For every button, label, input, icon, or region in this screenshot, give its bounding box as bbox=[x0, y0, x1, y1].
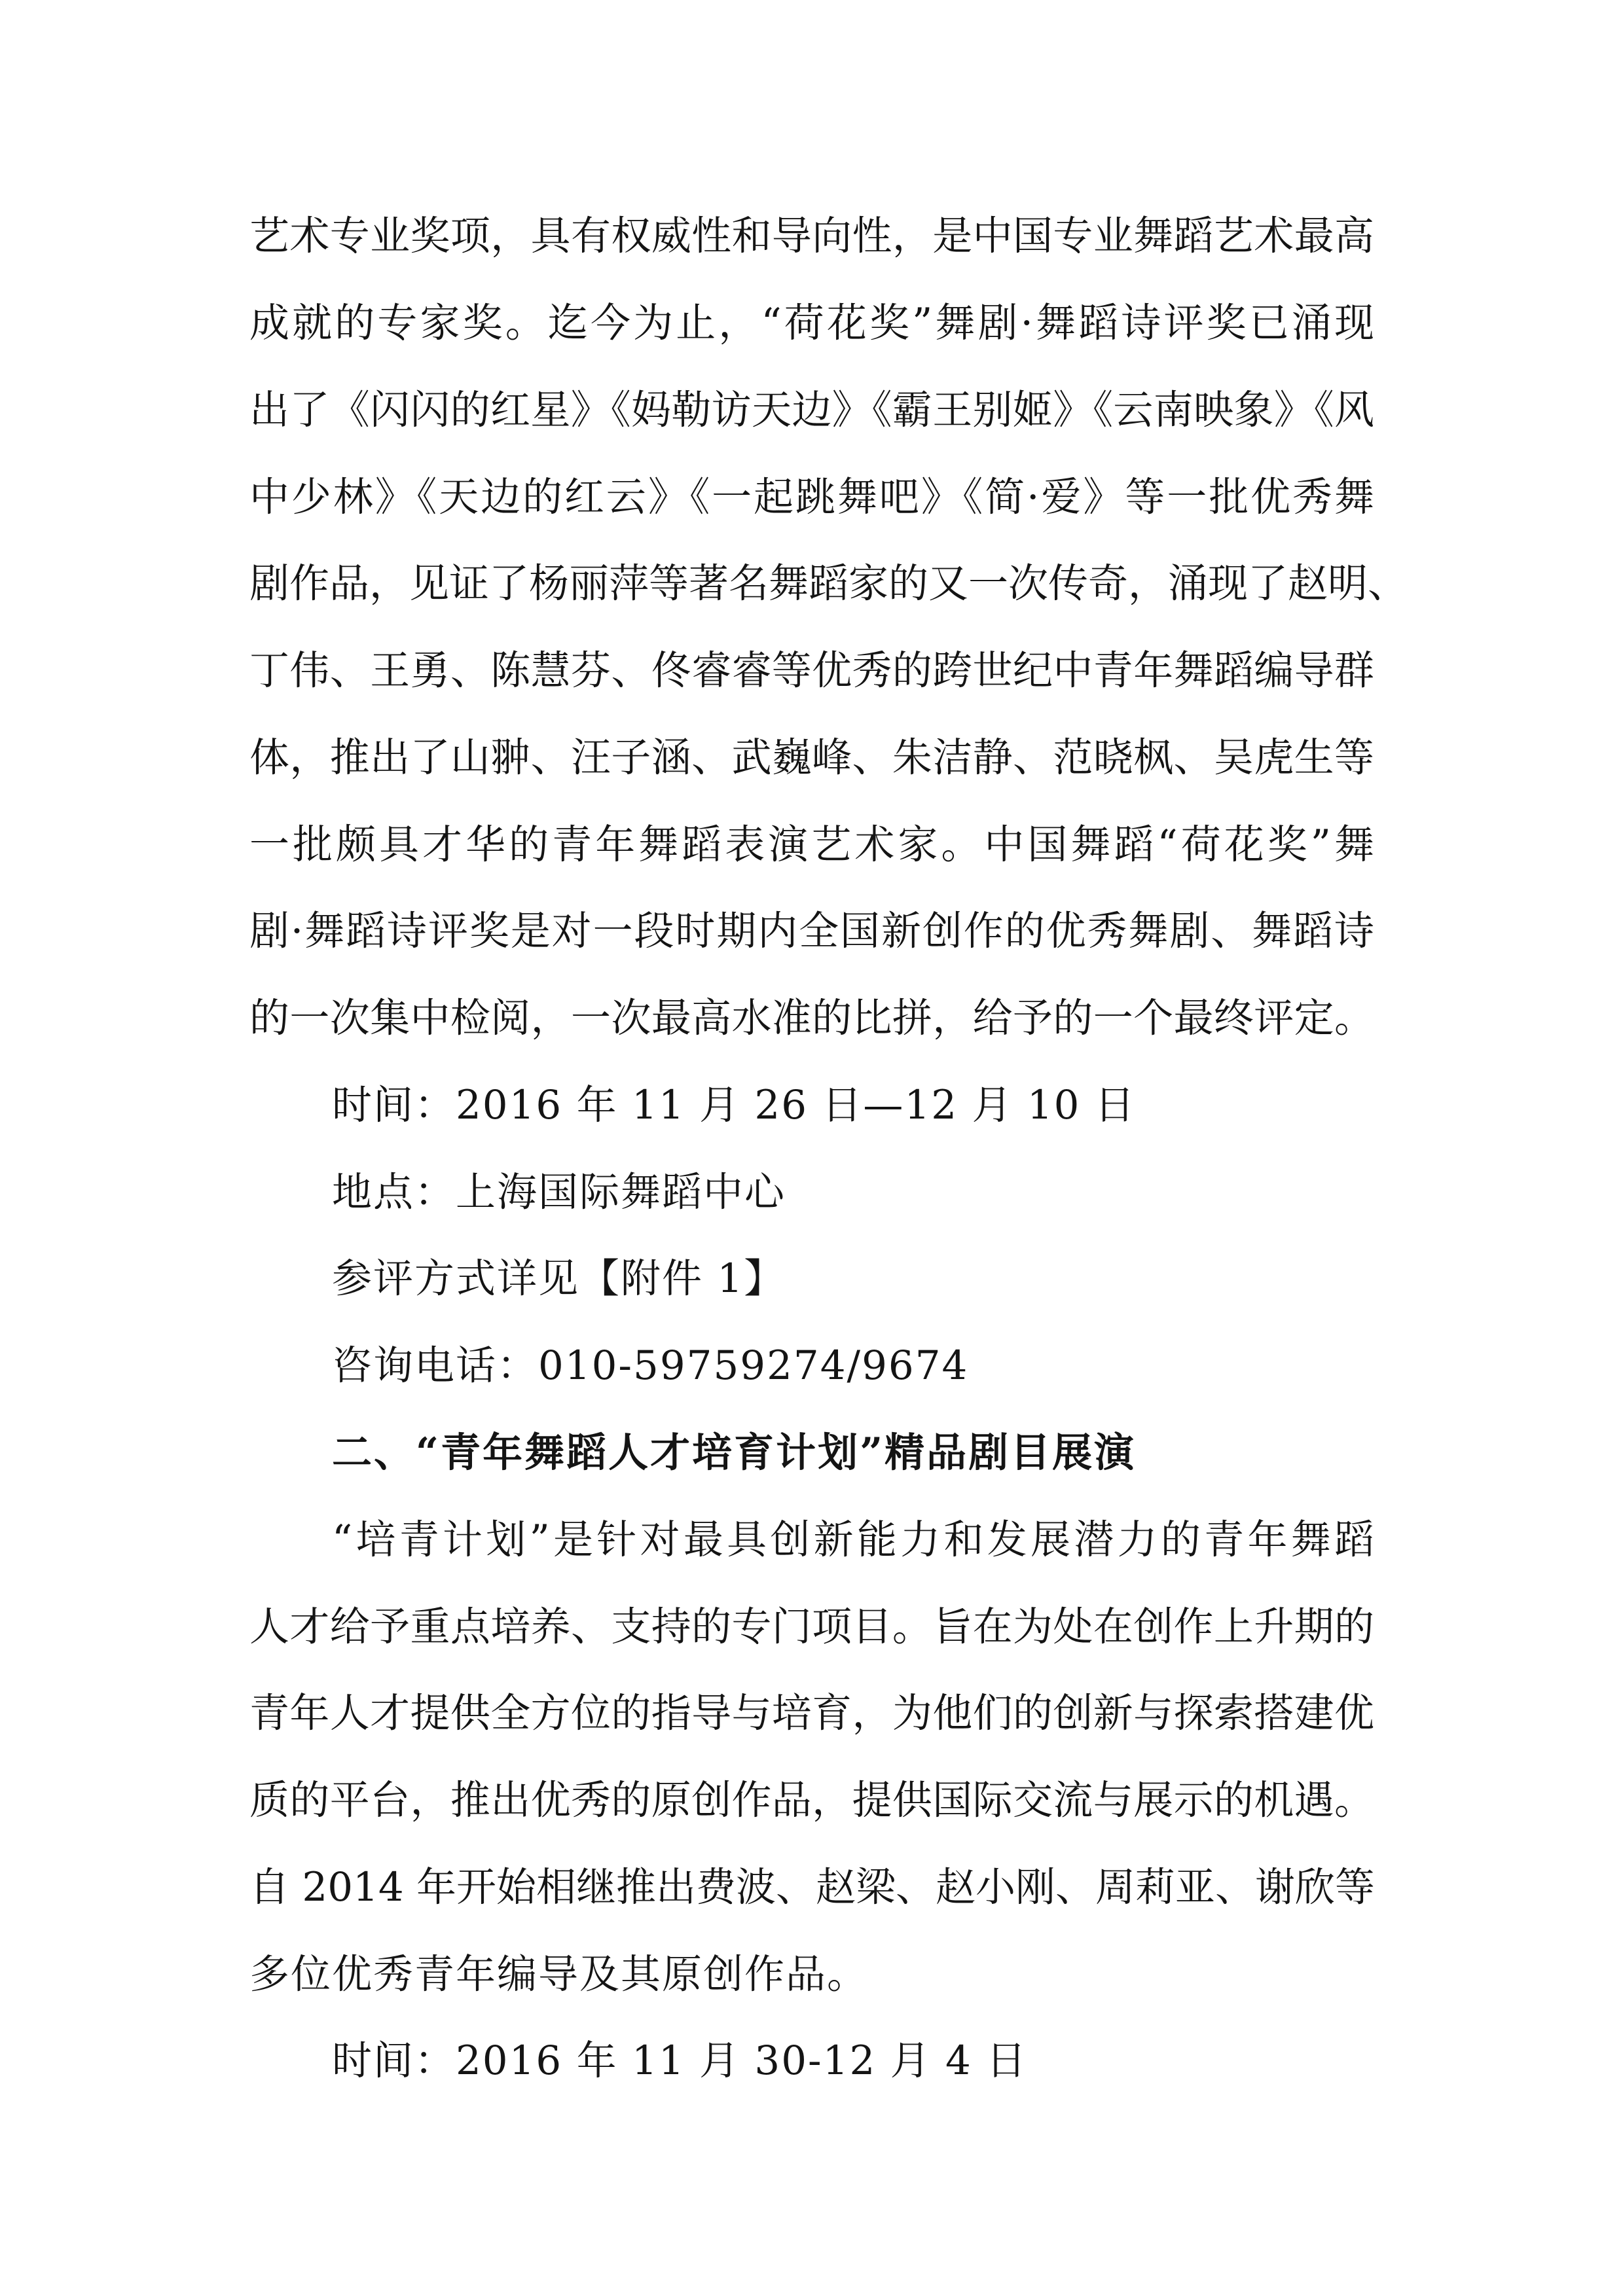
paragraph-line: 成就的专家奖。迄今为止，“荷花奖”舞剧·舞蹈诗评奖已涌现 bbox=[249, 300, 1374, 346]
paragraph-line: 艺术专业奖项，具有权威性和导向性，是中国专业舞蹈艺术最高 bbox=[249, 213, 1374, 259]
paragraph-line: 中少林》《天边的红云》《一起跳舞吧》《简·爱》等一批优秀舞 bbox=[249, 474, 1374, 520]
paragraph-line: 出了《闪闪的红星》《妈勒访天边》《霸王别姬》《云南映象》《风 bbox=[249, 387, 1374, 433]
contact-phone: 咨询电话：010-59759274/9674 bbox=[332, 1342, 969, 1389]
event-location: 地点：上海国际舞蹈中心 bbox=[332, 1169, 786, 1215]
paragraph-line: 青年人才提供全方位的指导与培育，为他们的创新与探索搭建优 bbox=[249, 1690, 1374, 1736]
paragraph-line: 自 2014 年开始相继推出费波、赵梁、赵小刚、周莉亚、谢欣等 bbox=[249, 1864, 1376, 1910]
paragraph-line: 质的平台，推出优秀的原创作品，提供国际交流与展示的机遇。 bbox=[249, 1777, 1374, 1823]
event-time: 时间：2016 年 11 月 26 日—12 月 10 日 bbox=[332, 1082, 1136, 1128]
participation-method: 参评方式详见【附件 1】 bbox=[332, 1255, 786, 1302]
paragraph-line: “培青计划”是针对最具创新能力和发展潜力的青年舞蹈 bbox=[332, 1516, 1374, 1563]
paragraph-line: 的一次集中检阅，一次最高水准的比拼，给予的一个最终评定。 bbox=[249, 995, 1374, 1041]
section-heading: 二、“青年舞蹈人才培育计划”精品剧目展演 bbox=[332, 1429, 1137, 1476]
paragraph-line: 人才给予重点培养、支持的专门项目。旨在为处在创作上升期的 bbox=[249, 1604, 1374, 1650]
paragraph-line: 体，推出了山翀、汪子涵、武巍峰、朱洁静、范晓枫、吴虎生等 bbox=[249, 734, 1374, 781]
event-time: 时间：2016 年 11 月 30-12 月 4 日 bbox=[332, 2037, 1028, 2084]
paragraph-line: 剧作品，见证了杨丽萍等著名舞蹈家的又一次传奇，涌现了赵明、 bbox=[249, 560, 1408, 607]
paragraph-line: 丁伟、王勇、陈慧芬、佟睿睿等优秀的跨世纪中青年舞蹈编导群 bbox=[249, 647, 1374, 694]
paragraph-line: 剧·舞蹈诗评奖是对一段时期内全国新创作的优秀舞剧、舞蹈诗 bbox=[249, 908, 1374, 954]
paragraph-line: 一批颇具才华的青年舞蹈表演艺术家。中国舞蹈“荷花奖”舞 bbox=[249, 821, 1374, 868]
paragraph-line: 多位优秀青年编导及其原创作品。 bbox=[249, 1951, 869, 1998]
